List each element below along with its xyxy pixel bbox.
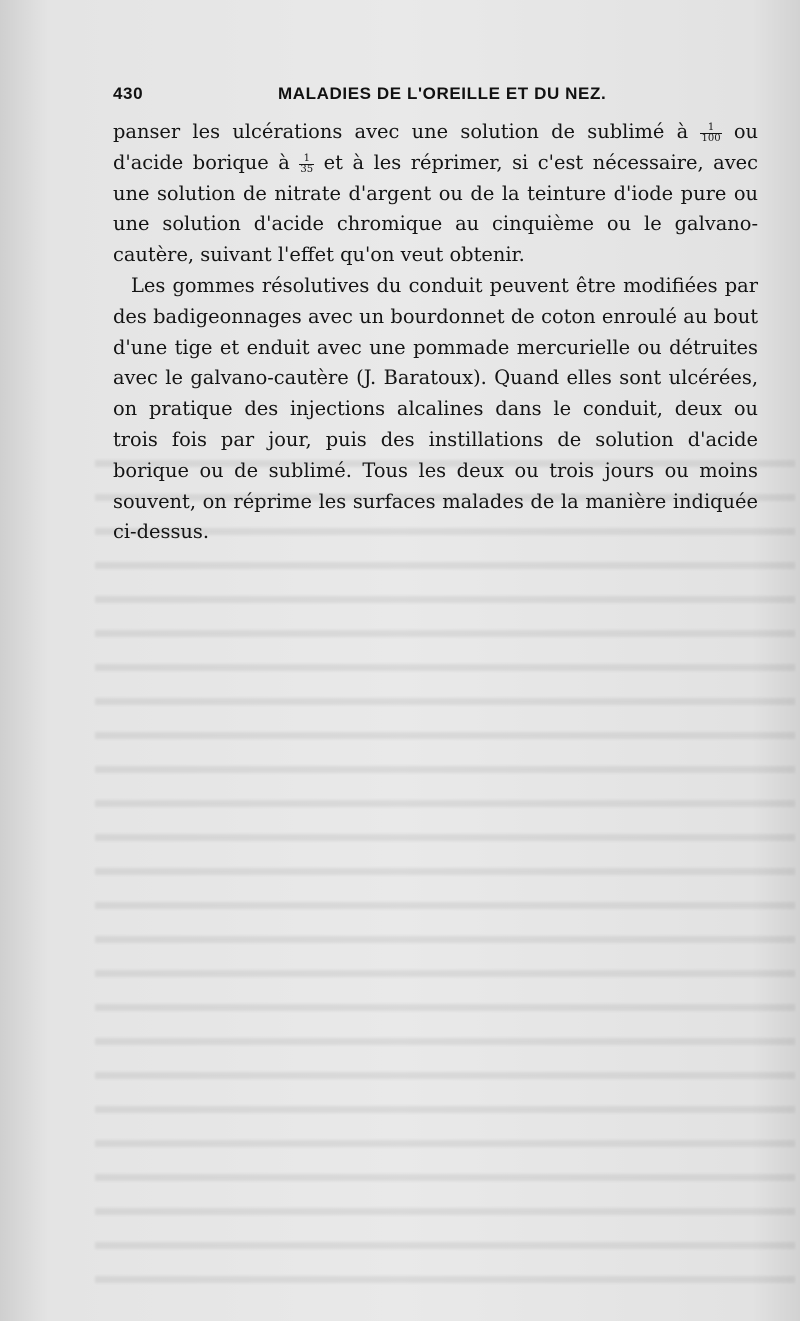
fraction-one-hundredth [700,123,721,144]
fraction-denominator: 35 [300,163,314,175]
page-number: 430 [113,84,144,103]
paragraph-1-text-c: et à les réprimer, si c'est nécessaire, avec une solution de nitrate d'argent ou de la teinture d'iode pure ou une solution d'acide chromique au cinquième ou le galvano-cautère, suivant l'effet qu'on veut obtenir. [113,150,758,267]
fraction-numerator: 1 [299,154,314,165]
paragraph-1 [113,117,758,271]
paragraph-2: Les gommes résolutives du conduit peuvent être modifiées par des badigeonnages avec un bourdonnet de coton enroulé au bout d'une tige et enduit avec une pommade mercurielle ou détruites avec le galvano-cautère (J. Baratoux). Quand elles sont ulcérées, on pratique des injections alcalines dans le conduit, deux ou trois fois par jour, puis des instillations de solution d'acide borique ou de sublimé. Tous les deux ou trois jours ou moins souvent, on réprime les surfaces malades de la manière indiquée ci-dessus. [113,273,758,544]
paragraph-1-text-a: panser les ulcérations avec une solution de sublimé à [113,120,701,143]
body-text [113,117,758,548]
fraction-numerator: 1 [700,123,721,134]
fraction-denominator: 100 [701,133,721,144]
running-title: MALADIES DE L'OREILLE ET DU NEZ. [278,84,607,103]
fraction-one-thirty-fifth [299,154,314,175]
paragraph-1-text-b: ou d'acide borique à [113,120,759,174]
reverse-side-bleed-through [95,440,795,1300]
